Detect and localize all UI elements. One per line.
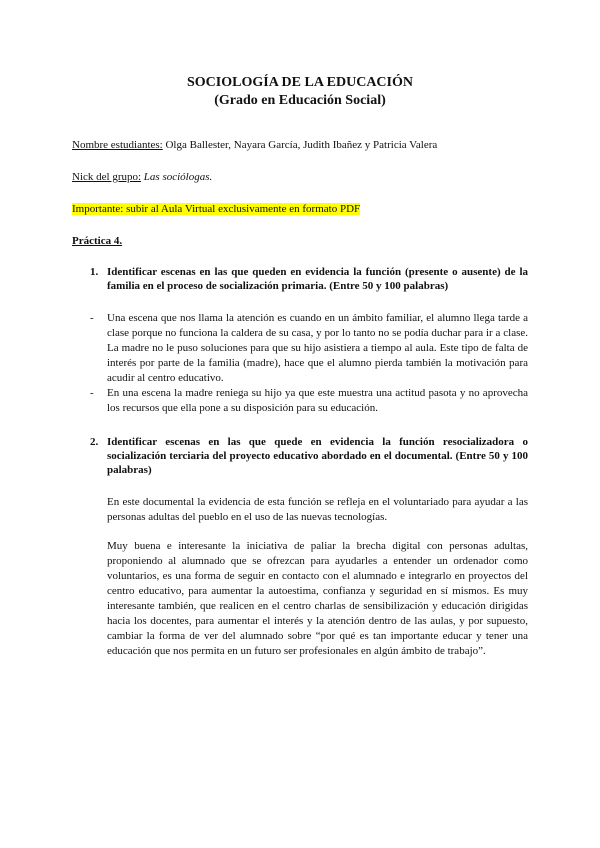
answer-paragraph: Muy buena e interesante la iniciativa de paliar la brecha digital con personas adultas, proponiendo al alumnado que se ofrezcan para ayudarles a entender un ordenador como voluntarios, es una forma de seguir en contacto con el alumnado e integrarlo en proyectos del centro educativo, para aumentar la autoestima, confianza y seguridad en sí mismos. Es muy interesante también, que realicen en el centro charlas de sensibilización y educación dirigidas hacia los docentes, para aumentar el interés y la atención dentro de las aulas, y por supuesto, cambiar la forma de ver del alumnado sobre “por qué es tan importante educar y tener una educación que nos permita en un futuro ser profesionales en algún ámbito de trabajo”. — [107, 540, 528, 657]
question-number: 2. — [90, 436, 99, 448]
question-text: Identificar escenas en las que quede en evidencia la función resocializadora o socialización terciaria del proyecto educativo abordado en el documental. (Entre 50 y 100 palabras) — [107, 436, 528, 476]
question-1 — [72, 265, 528, 293]
important-note — [72, 202, 528, 216]
list-item — [72, 311, 528, 386]
list-item — [72, 386, 528, 416]
document-subtitle: (Grado en Educación Social) — [214, 93, 386, 108]
document-title: SOCIOLOGÍA DE LA EDUCACIÓN — [187, 75, 413, 90]
question-number: 1. — [90, 266, 99, 278]
important-highlight: Importante: subir al Aula Virtual exclusivamente en formato PDF — [72, 203, 361, 215]
nick-line — [72, 170, 528, 184]
practice-heading: Práctica 4. — [72, 235, 123, 247]
students-label: Nombre estudiantes: — [72, 139, 163, 151]
students-line — [72, 138, 528, 152]
bullet-text: Una escena que nos llama la atención es cuando en un ámbito familiar, el alumno llega tarde a clase porque no funciona la caldera de su casa, y por lo tanto no se podía duchar para ir a clase. La madre no le puso soluciones para que su hijo asistiera a tiempo al aula. Este tipo de falta de interés por parte de la familia (madre), hace que el alumno pierda también la motivación para acudir al centro educativo. — [107, 312, 528, 384]
bullet-text: En una escena la madre reniega su hijo ya que este muestra una actitud pasota y no aprovecha los recursos que ella pone a su disposición para su educación. — [107, 387, 528, 414]
bullet-dash: - — [90, 312, 94, 324]
bullet-dash: - — [90, 387, 94, 399]
students-value: Olga Ballester, Nayara García, Judith Ibañez y Patricia Valera — [165, 139, 438, 151]
question-2 — [72, 435, 528, 477]
nick-value: Las sociólogas. — [143, 171, 213, 183]
question-text: Identificar escenas en las que queden en evidencia la función (presente o ausente) de la familia en el proceso de socialización primaria. (Entre 50 y 100 palabras) — [107, 266, 528, 292]
nick-label: Nick del grupo: — [72, 171, 142, 183]
answer-paragraph: En este documental la evidencia de esta función se refleja en el voluntariado para ayudar a las personas adultas del pueblo en el uso de las nuevas tecnologías. — [107, 496, 528, 523]
